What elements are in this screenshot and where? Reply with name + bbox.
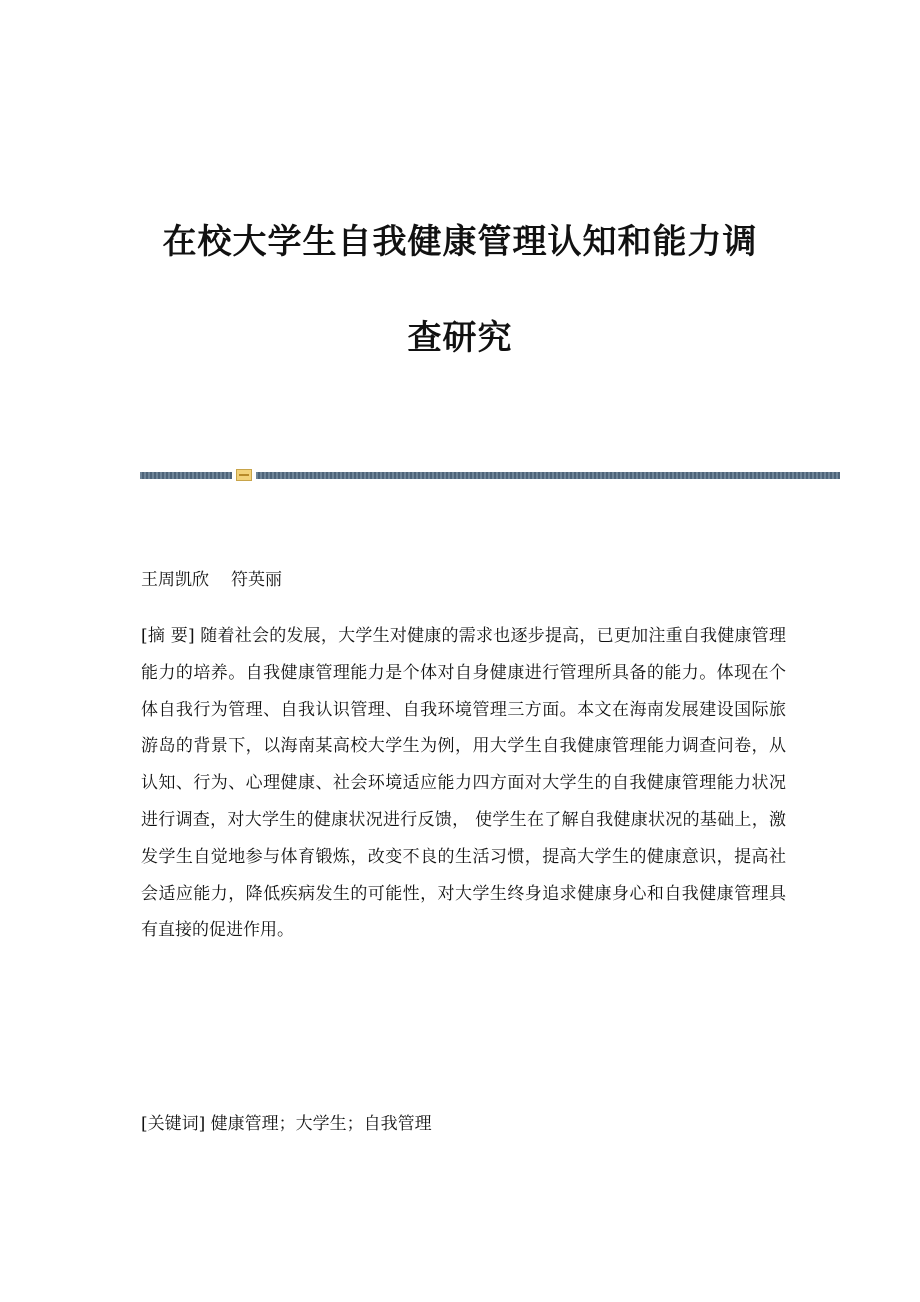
keywords [141, 1106, 786, 1143]
abstract [141, 618, 786, 949]
authors [141, 562, 786, 599]
document-title-line-2: 查研究 [407, 318, 513, 358]
divider-bar-right [256, 472, 840, 479]
abstract-text: 随着社会的发展，大学生对健康的需求也逐步提高，已更加注重自我健康管理能力的培养。自我健康管理能力是个体对自身健康进行管理所具备的能力。体现在个体自我行为管理、自我认识管理、自我环境管理三方面。本文在海南发展建设国际旅游岛的背景下，以海南某高校大学生为例，用大学生自我健康管理能力调查问卷，从认知、行为、心理健康、社会环境适应能力四方面对大学生的自我健康管理能力状况进行调查，对大学生的健康状况进行反馈， 使学生在了解自我健康状况的基础上，激发学生自觉地参与体育锻炼，改变不良的生活习惯，提高大学生的健康意识，提高社会适应能力，降低疾病发生的可能性，对大学生终身追求健康身心和自我健康管理具有直接的促进作用。 [141, 626, 786, 941]
keywords-label: [关键词] [141, 1114, 206, 1134]
document-title-line-1: 在校大学生自我健康管理认知和能力调 [162, 222, 758, 262]
keywords-text: 健康管理；大学生；自我管理 [210, 1114, 432, 1134]
abstract-label: [摘 要] [141, 626, 195, 646]
author-name: 符英丽 [231, 570, 282, 590]
divider-bar-left [140, 472, 232, 479]
author-name: 王周凯欣 [141, 570, 209, 590]
divider-ornament-icon [236, 469, 252, 481]
